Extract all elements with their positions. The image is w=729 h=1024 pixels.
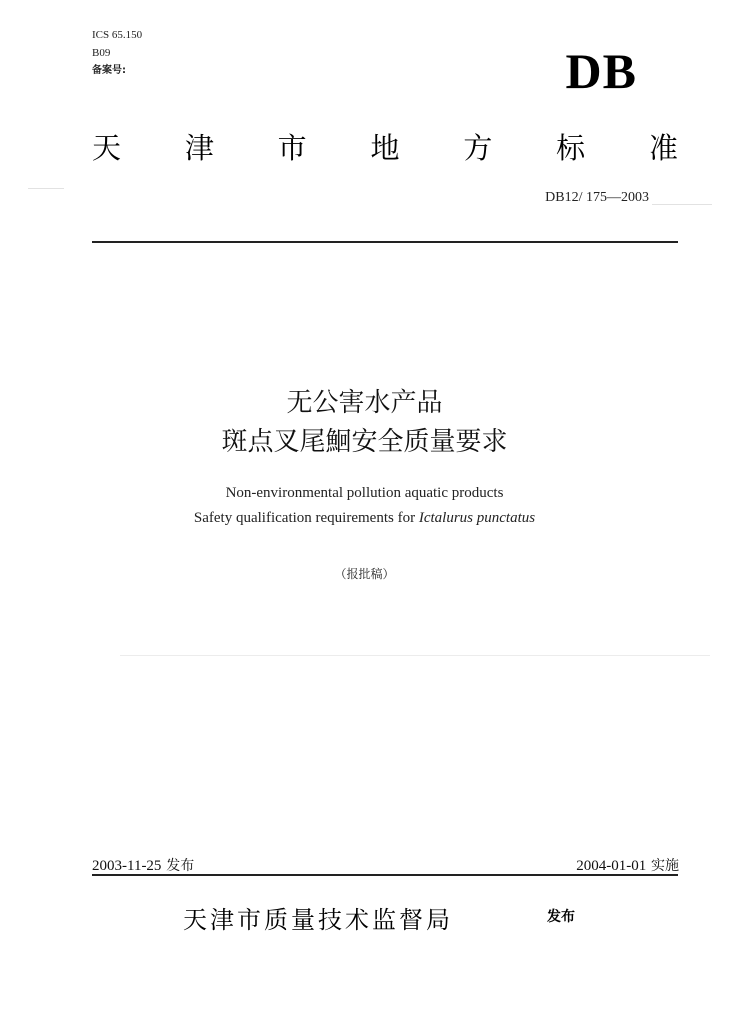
standard-type-char: 天: [92, 131, 122, 165]
category-code: B09: [92, 47, 111, 59]
publisher-label: 发布: [547, 909, 575, 925]
issue-date-value: 2003-11-25: [92, 858, 162, 874]
standard-type-char: 准: [648, 131, 678, 165]
standard-type-char: 标: [556, 131, 586, 165]
english-title-line-1: Non-environmental pollution aquatic products: [225, 485, 504, 501]
standard-type: [92, 126, 678, 167]
standard-number: DB12/ 175—2003: [545, 190, 649, 205]
standard-type-char: 市: [277, 131, 307, 165]
draft-status: （报批稿）: [334, 567, 395, 581]
english-title-prefix: Safety qualification requirements for: [193, 510, 419, 526]
filing-number-label: 备案号:: [92, 65, 126, 76]
implementation-date: [576, 855, 679, 875]
implementation-date-label: 实施: [651, 858, 679, 874]
scan-artifact-line: [120, 655, 710, 656]
implementation-date-value: 2004-01-01: [576, 858, 647, 874]
ics-code: ICS 65.150: [92, 29, 143, 41]
scan-artifact-line: [28, 188, 64, 189]
footer-divider: [92, 874, 678, 876]
title-line-2: 斑点叉尾鮰安全质量要求: [221, 427, 508, 457]
scan-artifact-line: [652, 204, 712, 205]
standard-type-char: 地: [370, 131, 400, 165]
standard-type-char: 津: [184, 131, 214, 165]
species-name: Ictalurus punctatus: [418, 510, 536, 526]
standard-type-char: 方: [463, 131, 493, 165]
title-line-1: 无公害水产品: [286, 388, 443, 418]
publisher-name: 天津市质量技术监督局: [183, 906, 453, 934]
english-title-line-2: [0, 510, 729, 527]
db-logo: DB: [565, 43, 637, 99]
header-divider: [92, 241, 678, 243]
issue-date: [92, 855, 194, 875]
issue-date-label: 发布: [166, 858, 195, 874]
